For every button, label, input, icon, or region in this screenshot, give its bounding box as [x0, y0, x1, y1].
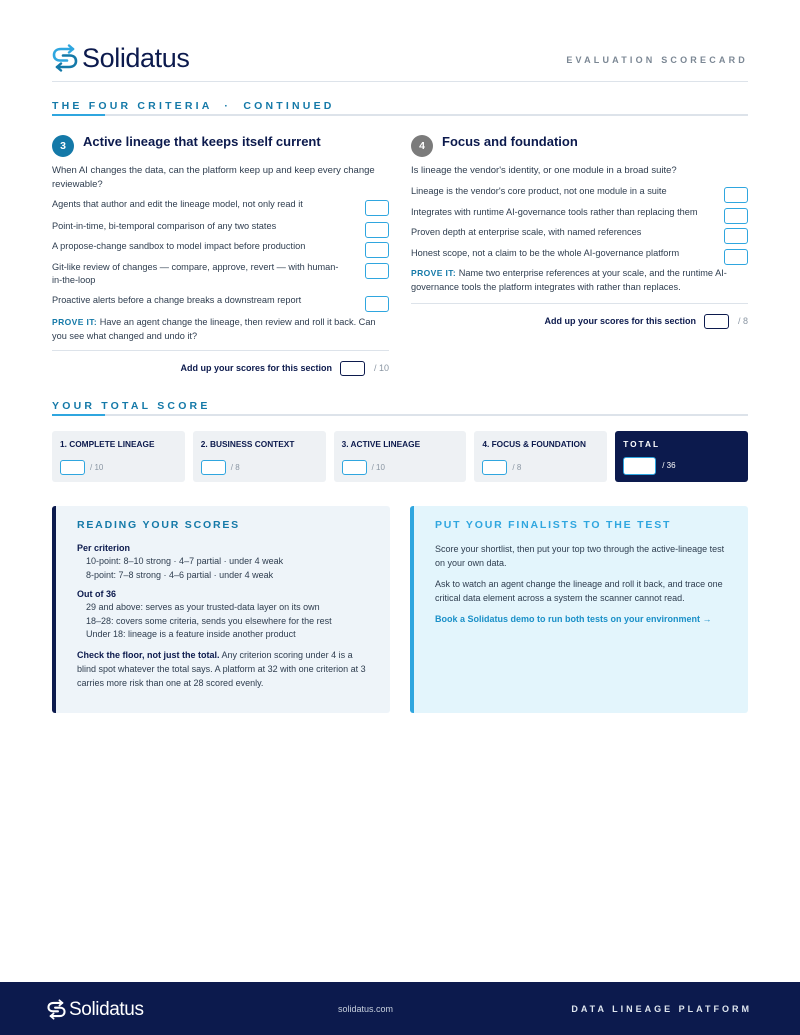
out-of-item: Under 18: lineage is a feature inside another product [86, 629, 296, 639]
total-score-input[interactable] [623, 457, 656, 475]
criterion-item [52, 198, 389, 212]
out-of-heading: Out of 36 [77, 589, 117, 599]
document-label: EVALUATION SCORECARD [566, 55, 748, 65]
section-sum-input[interactable] [340, 361, 365, 376]
score-card-active-lineage [334, 431, 467, 482]
finalists-paragraph: Ask to watch an agent change the lineage and roll it back, and trace one critical data element across a system the scanner cannot read. [435, 579, 723, 603]
prove-it-text: Name two enterprise references at your scale, and the runtime AI-governance tools the platform integrates with rather than replaces. [411, 268, 727, 292]
score-input-box[interactable] [365, 222, 389, 238]
solidatus-logo-icon [52, 44, 78, 72]
section-accent-bar [52, 114, 105, 116]
per-criterion-heading: Per criterion [77, 543, 131, 553]
section-sum-row [411, 311, 748, 331]
score-input-box[interactable] [365, 242, 389, 258]
section-sum-input[interactable] [704, 314, 729, 329]
section-accent-bar [52, 414, 105, 416]
score-input-box[interactable] [365, 296, 389, 312]
solidatus-logo-icon [47, 999, 66, 1020]
score-card-focus-foundation [474, 431, 607, 482]
criterion-item [52, 294, 389, 308]
score-card-complete-lineage [52, 431, 185, 482]
criterion-item [52, 220, 389, 234]
criterion-4 [411, 132, 748, 331]
panel-title: READING YOUR SCORES [77, 519, 240, 531]
criterion-question: When AI changes the data, can the platform keep up and keep every change reviewable? [52, 165, 375, 190]
score-input-box[interactable] [365, 200, 389, 216]
prove-it-note [411, 267, 748, 294]
out-of-item: 29 and above: serves as your trusted-data layer on its own [86, 602, 320, 612]
criterion-item [52, 261, 389, 288]
score-card-max: / 10 [90, 463, 104, 472]
footer-logo [47, 999, 144, 1020]
book-demo-link[interactable]: Book a Solidatus demo to run both tests on your environment → [435, 614, 712, 624]
score-input-box[interactable] [365, 263, 389, 279]
score-card-input[interactable] [201, 460, 226, 475]
score-card-label: 1. COMPLETE LINEAGE [60, 439, 155, 449]
score-card-max: / 8 [230, 463, 240, 472]
score-card-total [615, 431, 748, 482]
item-label: Lineage is the vendor's core product, not one module in a suite [411, 186, 667, 196]
score-input-box[interactable] [724, 249, 748, 265]
section-sum-max: / 10 [373, 363, 389, 373]
section-sum-label: Add up your scores for this section [544, 316, 696, 326]
item-label: Git-like review of changes — compare, approve, revert — with human-in-the-loop [52, 261, 339, 285]
section-sum-divider [52, 350, 389, 378]
page-header [52, 44, 748, 82]
score-input-box[interactable] [724, 187, 748, 203]
item-label: Proactive alerts before a change breaks a downstream report [52, 294, 302, 305]
item-label: Proven depth at enterprise scale, with named references [411, 227, 642, 237]
score-card-business-context [193, 431, 326, 482]
criterion-question: Is lineage the vendor's identity, or one module in a broad suite? [411, 165, 677, 176]
score-input-box[interactable] [724, 208, 748, 224]
score-card-input[interactable] [60, 460, 85, 475]
out-of-item: 18–28: covers some criteria, sends you elsewhere for the rest [86, 615, 332, 626]
score-card-max: / 8 [512, 463, 522, 472]
section-title-text: THE FOUR CRITERIA · CONTINUED [52, 100, 335, 112]
solidatus-logo [52, 44, 189, 72]
footer-url[interactable]: solidatus.com [338, 1004, 394, 1014]
reading-scores-panel [52, 506, 390, 713]
criterion-header [411, 132, 748, 156]
score-card-input[interactable] [482, 460, 507, 475]
criterion-header [52, 132, 389, 156]
per-criterion-item: 10-point: 8–10 strong · 4–7 partial · under 4 weak [86, 556, 284, 566]
criterion-item [52, 240, 389, 254]
criterion-title: Active lineage that keeps itself current [83, 133, 321, 149]
section-title-criteria [52, 96, 748, 116]
floor-note-bold: Check the floor, not just the total. [77, 649, 220, 660]
brand-name: Solidatus [82, 43, 190, 73]
score-card-max: / 36 [662, 461, 676, 470]
section-sum-divider [411, 303, 748, 331]
item-label: Integrates with runtime AI-governance tools rather than replacing them [411, 206, 698, 217]
page-footer [0, 982, 800, 1035]
item-label: A propose-change sandbox to model impact before production [52, 241, 306, 251]
finalists-paragraph: Score your shortlist, then put your top two through the active-lineage test on your own data. [435, 544, 725, 568]
item-label: Honest scope, not a claim to be the whole AI-governance platform [411, 247, 680, 258]
criterion-item [411, 226, 748, 240]
score-card-label: 4. FOCUS & FOUNDATION [482, 439, 586, 449]
score-card-max: / 10 [371, 463, 385, 472]
criterion-number-badge: 4 [411, 135, 433, 157]
score-card-label: 2. BUSINESS CONTEXT [200, 439, 295, 449]
item-label: Agents that author and edit the lineage model, not only read it [52, 199, 303, 209]
section-title-total [52, 396, 748, 416]
score-input-box[interactable] [724, 228, 748, 244]
score-cards [52, 431, 748, 482]
footer-brand-name: Solidatus [69, 998, 144, 1020]
prove-it-note [52, 316, 389, 343]
criterion-item [411, 206, 748, 220]
panel-title: PUT YOUR FINALISTS TO THE TEST [435, 519, 672, 531]
criterion-item [411, 185, 748, 199]
criterion-title: Focus and foundation [442, 133, 578, 149]
score-card-label: 3. ACTIVE LINEAGE [341, 439, 421, 449]
prove-it-label: PROVE IT: [52, 317, 98, 327]
prove-it-label: PROVE IT: [411, 268, 457, 278]
finalists-panel [410, 506, 748, 713]
criterion-3 [52, 132, 389, 378]
score-card-input[interactable] [342, 460, 367, 475]
per-criterion-item: 8-point: 7–8 strong · 4–6 partial · under 4 weak [86, 569, 274, 580]
floor-note [77, 648, 372, 690]
floor-note-text: Any criterion scoring under 4 is a blind spot whatever the total says. A platform at 32 with one criterion at 3 carries more risk than one at 28 scored evenly. [77, 649, 366, 688]
criterion-number-badge: 3 [52, 135, 74, 157]
footer-tagline: DATA LINEAGE PLATFORM [571, 1004, 752, 1014]
score-card-label: TOTAL [623, 439, 661, 449]
section-sum-max: / 8 [737, 316, 748, 326]
item-label: Point-in-time, bi-temporal comparison of any two states [52, 220, 277, 231]
section-sum-row [52, 358, 389, 378]
prove-it-text: Have an agent change the lineage, then review and roll it back. Can you see what changed and undo it? [52, 317, 376, 341]
section-title-text: YOUR TOTAL SCORE [52, 400, 211, 412]
section-sum-label: Add up your scores for this section [180, 363, 332, 373]
criterion-item [411, 247, 748, 261]
